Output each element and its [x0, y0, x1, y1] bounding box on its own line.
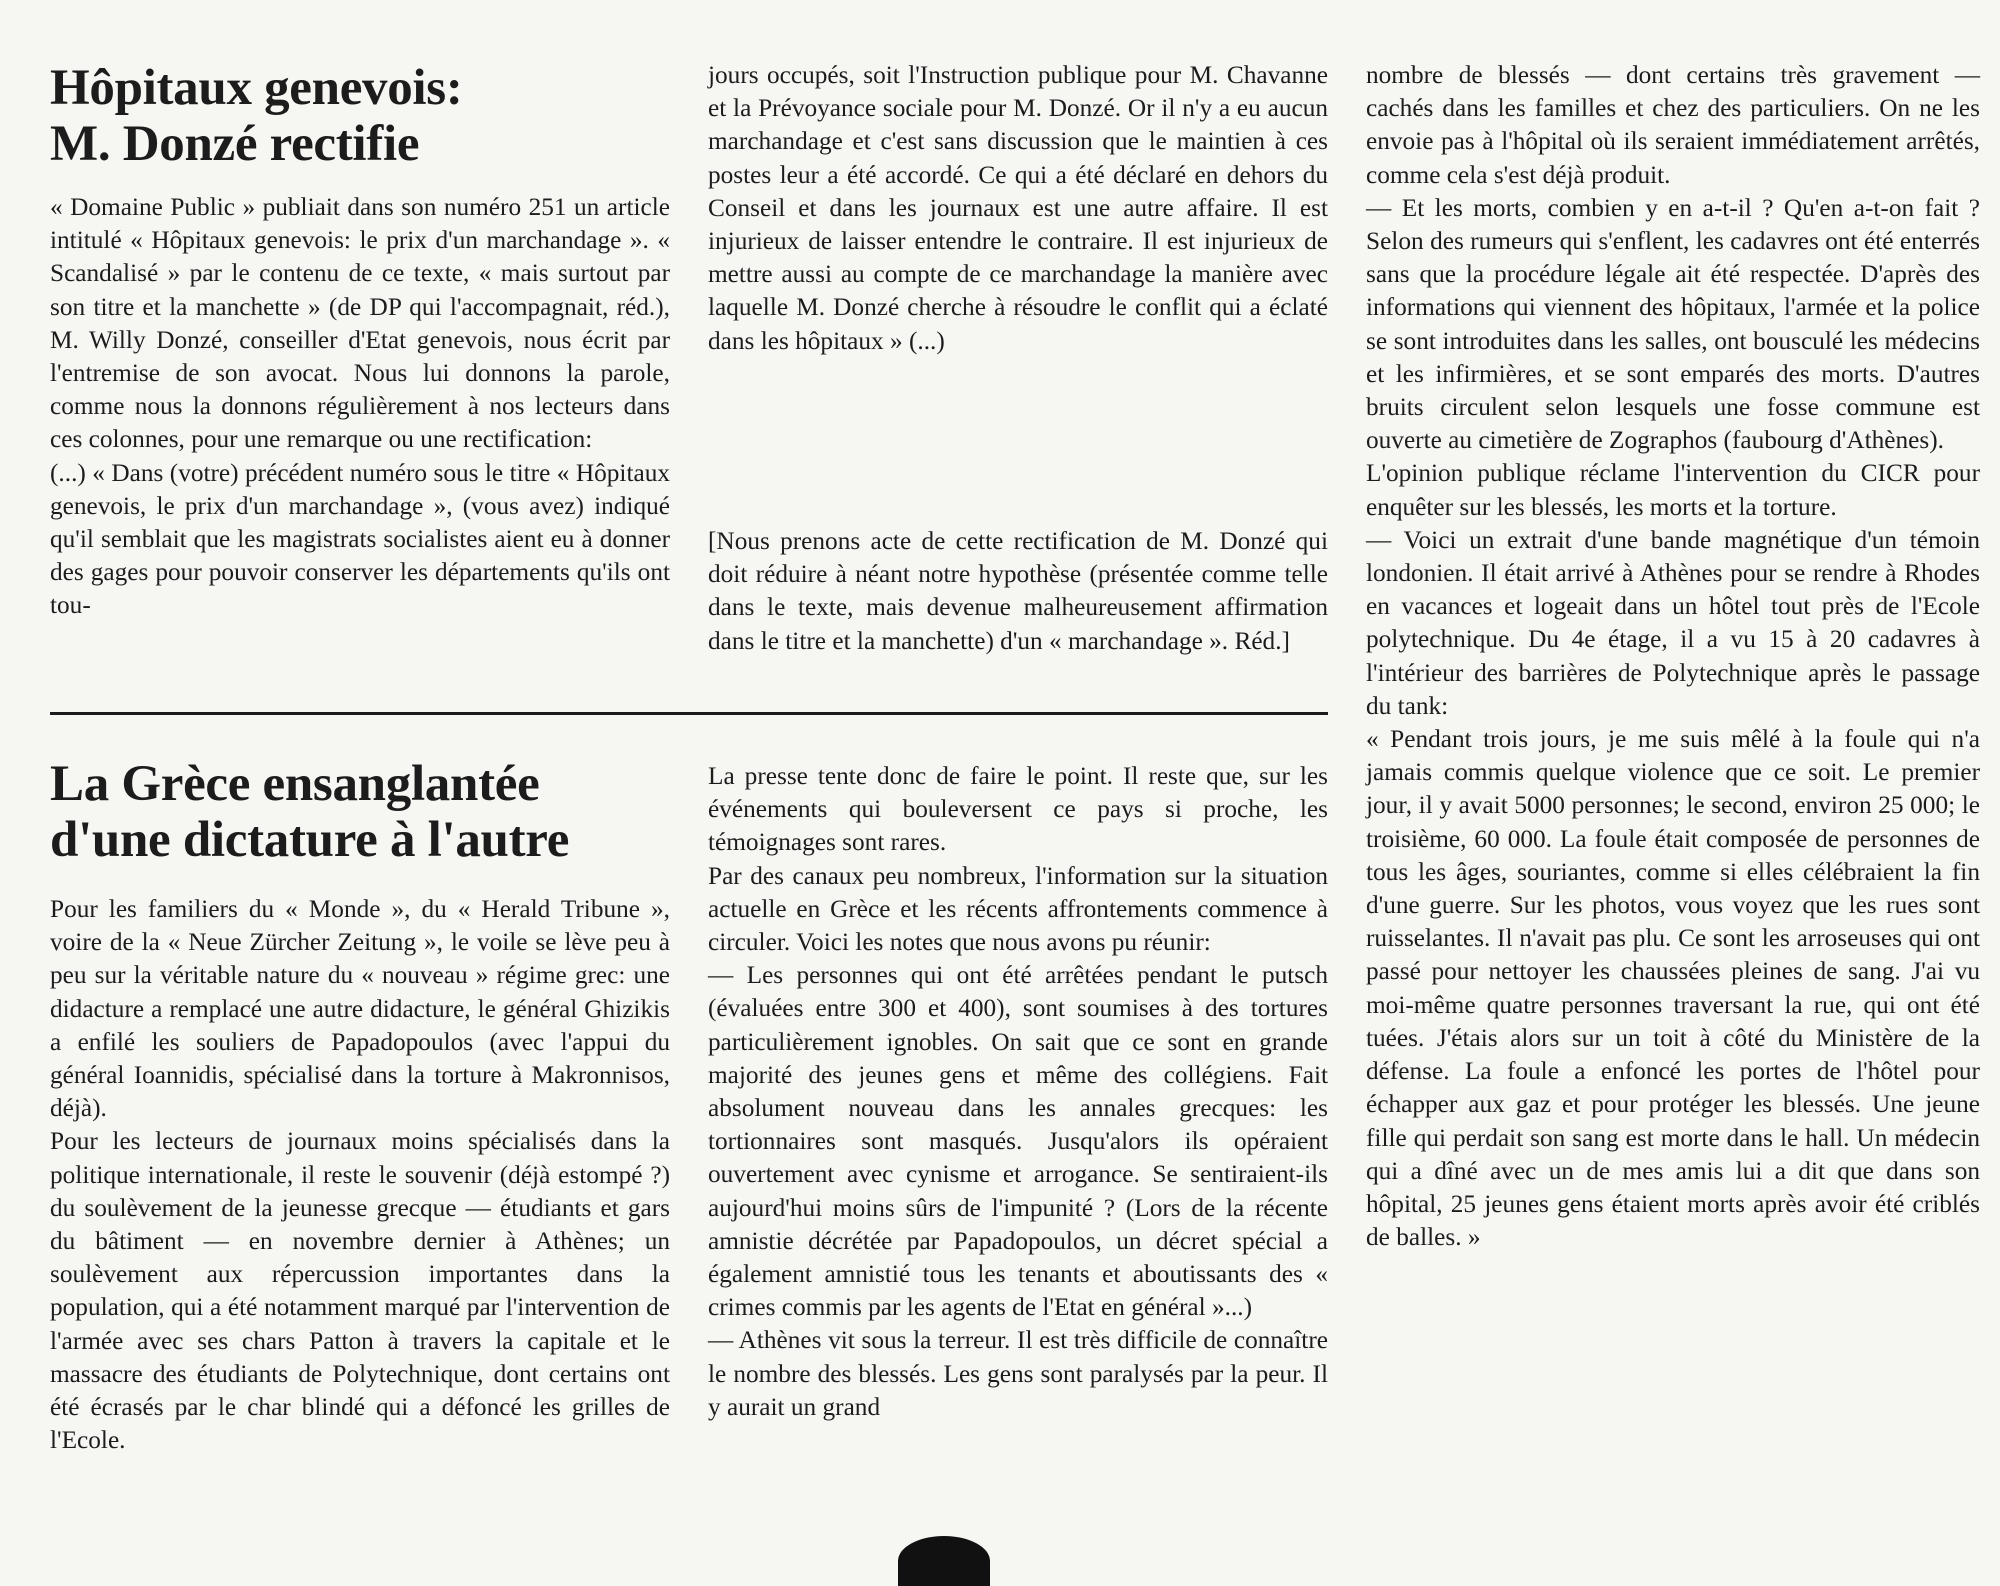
article2-para9: — Voici un extrait d'une bande magnétique d'un témoin londonien. Il était arrivé à Athènes pour se rendre à Rhodes en vacances et logeait dans un hôtel tout près de l'Ecole polytechnique. Du 4e étage, il a vu 15 à 20 cadavres à l'intérieur des barrières de Polytechnique après le passage du tank:	[1366, 525, 1980, 720]
article2-para1: Pour les familiers du « Monde », du « Herald Tribune », voire de la « Neue Zürcher Zeitung », le voile se lève peu à peu sur la véritable nature du « nouveau » régime grec: une didacture a remplacé une autre didacture, le général Ghizikis a enfilé les souliers de Papadopoulos (avec l'appui du général Ioannidis, spécialisé dans la torture à Makronnisos, déjà).	[50, 895, 670, 1123]
article1-title-line2: M. Donzé rectifie	[50, 116, 420, 172]
article2-left-column	[50, 893, 670, 1457]
ink-blot-mark	[898, 1536, 990, 1586]
article2-para3: La presse tente donc de faire le point. Il reste que, sur les événements qui bouleversent ce pays si proche, les témoignages sont rares.	[708, 762, 1328, 857]
article1-left-column	[50, 191, 670, 623]
article2-middle-column	[708, 760, 1328, 1424]
article2-title-line1: La Grèce ensanglantée	[50, 756, 540, 812]
article2-para8: L'opinion publique réclame l'intervention du CICR pour enquêter sur les blessés, les morts et la torture.	[1366, 459, 1980, 521]
article1-letter-part2: jours occupés, soit l'Instruction publique pour M. Chavanne et la Prévoyance sociale pour M. Donzé. Or il n'y a eu aucun marchandage et c'est sans discussion que le maintien à ces postes leur a été accordé. Ce qui a été déclaré en dehors du Conseil et dans les journaux est une autre affaire. Il est injurieux de laisser entendre le contraire. Il est injurieux de mettre aussi au compte de ce marchandage la manière avec laquelle M. Donzé cherche à résoudre le conflit qui a éclaté dans les hôpitaux » (...)	[708, 61, 1328, 355]
article-separator-rule	[50, 712, 1328, 715]
article2-para4: Par des canaux peu nombreux, l'information sur la situation actuelle en Grèce et les récents affrontements commence à circuler. Voici les notes que nous avons pu réunir:	[708, 861, 1328, 957]
article2-para2: Pour les lecteurs de journaux moins spécialisés dans la politique internationale, il reste le souvenir (déjà estompé ?) du soulèvement de la jeunesse grecque — étudiants et gars du bâtiment — en novembre dernier à Athènes; un soulèvement aux répercussion importantes dans la population, qui a été notamment marqué par l'intervention de l'armée avec ses chars Patton à travers la capitale et le massacre des étudiants de Polytechnique, dont certains ont été écrasés par le char blindé qui a défoncé les grilles de l'Ecole.	[50, 1127, 670, 1455]
article2-headline	[50, 756, 690, 868]
article1-editor-note: [Nous prenons acte de cette rectification de M. Donzé qui doit réduire à néant notre hypothèse (présentée comme telle dans le texte, mais devenue malheureusement affirmation dans le titre et la manchette) d'un « marchandage ». Réd.]	[708, 527, 1328, 655]
article2-para7: — Et les morts, combien y en a-t-il ? Qu'en a-t-on fait ? Selon des rumeurs qui s'enflent, les cadavres ont été enterrés sans que la procédure légale ait été respectée. D'après des informations qui viennent des hôpitaux, l'armée et la police se sont introduites dans les salles, ont bousculé les médecins et les infirmières, et se sont emparés des morts. D'autres bruits circulent selon lesquels une fosse commune est ouverte au cimetière de Zographos (faubourg d'Athènes).	[1366, 193, 1980, 455]
article1-middle-column	[708, 59, 1328, 358]
article2-right-column	[1366, 59, 1980, 1254]
article2-para6b: nombre de blessés — dont certains très gravement — cachés dans les familles et chez des particuliers. On ne les envoie pas à l'hôpital où ils seraient immédiatement arrêtés, comme cela s'est déjà produit.	[1366, 61, 1980, 189]
article2-para10: « Pendant trois jours, je me suis mêlé à la foule qui n'a jamais commis quelque violence que ce soit. Le premier jour, il y avait 5000 personnes; le second, environ 25 000; le troisième, 60 000. La foule était composée de personnes de tous les âges, souriantes, comme si elles célébraient la fin d'une guerre. Sur les photos, vous voyez que les rues sont ruisselantes. Il n'avait pas plu. Ce sont les arroseuses qui ont passé pour nettoyer les chaussées pleines de sang. J'ai vu moi-même quatre personnes traversant la rue, qui ont été tuées. J'étais alors sur un toit à côté du Ministère de la défense. La foule a enfoncé les portes de l'hôtel pour échapper aux gaz et pour protéger les blessés. Une jeune fille qui perdait son sang est morte dans le hall. Un médecin qui a dîné avec un de mes amis lui a dit que dans son hôpital, 25 jeunes gens étaient morts après avoir été criblés de balles. »	[1366, 725, 1980, 1252]
article1-title-line1: Hôpitaux genevois:	[50, 60, 463, 116]
article2-title-line2: d'une dictature à l'autre	[50, 812, 570, 868]
article2-para6a: — Athènes vit sous la terreur. Il est très difficile de connaître le nombre des blessés. Les gens sont paralysés par la peur. Il y aurait un grand	[708, 1326, 1328, 1421]
article1-intro: « Domaine Public » publiait dans son numéro 251 un article intitulé « Hôpitaux genevois: le prix d'un marchandage ». « Scandalisé » par le contenu de ce texte, « mais surtout par son titre et la manchette » (de DP qui l'accompagnait, réd.), M. Willy Donzé, conseiller d'Etat genevois, nous écrit par l'entremise de son avocat. Nous lui donnons la parole, comme nous la donnons régulièrement à nos lecteurs dans ces colonnes, pour une remarque ou une rectification:	[50, 193, 670, 454]
article2-para5: — Les personnes qui ont été arrêtées pendant le putsch (évaluées entre 300 et 400), sont soumises à des tortures particulièrement ignobles. On sait que ce sont en grande majorité des jeunes gens et même des collégiens. Fait absolument nouveau dans les annales grecques: les tortionnaires sont masqués. Jusqu'alors ils opéraient ouvertement avec cynisme et arrogance. Se sentiraient-ils aujourd'hui moins sûrs de l'impunité ? (Lors de la récente amnistie décrétée par Papadopoulos, un décret spécial a également amnistié tous les tenants et aboutissants des « crimes commis par les agents de l'Etat en général »...)	[708, 961, 1328, 1322]
article1-letter-part1: (...) « Dans (votre) précédent numéro sous le titre « Hôpitaux genevois, le prix d'un marchandage », (vous avez) indiqué qu'il semblait que les magistrats socialistes aient eu à donner des gages pour pouvoir conserver les départements qu'ils ont tou-	[50, 458, 670, 620]
article1-editor-note-block	[708, 525, 1328, 658]
article1-headline	[50, 60, 690, 172]
